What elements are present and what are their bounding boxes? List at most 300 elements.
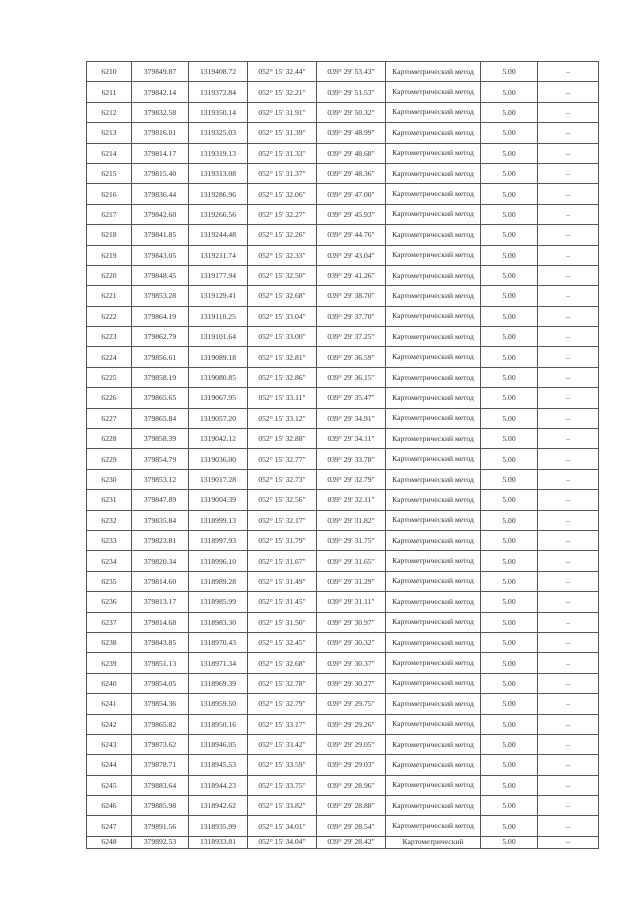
longitude-cell: 039° 29' 50.32" <box>317 102 386 122</box>
latitude-cell: 052° 15' 33.42" <box>248 734 317 754</box>
y-coordinate-cell: 1319325.03 <box>189 123 248 143</box>
point-number-cell: 6243 <box>87 734 132 754</box>
latitude-cell: 052° 15' 32.56" <box>248 490 317 510</box>
note-cell: – <box>538 347 599 367</box>
latitude-cell: 052° 15' 33.04" <box>248 306 317 326</box>
latitude-cell: 052° 15' 34.04" <box>248 836 317 848</box>
y-coordinate-cell: 1318959.50 <box>189 694 248 714</box>
note-cell: – <box>538 102 599 122</box>
latitude-cell: 052° 15' 32.17" <box>248 510 317 530</box>
latitude-cell: 052° 15' 32.78" <box>248 673 317 693</box>
method-cell: Картометрический метод <box>386 673 481 693</box>
x-coordinate-cell: 379841.85 <box>132 225 189 245</box>
x-coordinate-cell: 379854.79 <box>132 449 189 469</box>
x-coordinate-cell: 379836.44 <box>132 184 189 204</box>
y-coordinate-cell: 1318999.13 <box>189 510 248 530</box>
y-coordinate-cell: 1319266.56 <box>189 204 248 224</box>
latitude-cell: 052° 15' 32.45" <box>248 632 317 652</box>
y-coordinate-cell: 1319372.84 <box>189 82 248 102</box>
method-cell: Картометрический метод <box>386 592 481 612</box>
point-number-cell: 6224 <box>87 347 132 367</box>
longitude-cell: 039° 29' 28.42" <box>317 836 386 848</box>
table-row <box>87 429 599 449</box>
precision-cell: 5.00 <box>481 612 538 632</box>
note-cell: – <box>538 408 599 428</box>
latitude-cell: 052° 15' 33.59" <box>248 755 317 775</box>
longitude-cell: 039° 29' 28.88" <box>317 796 386 816</box>
point-number-cell: 6221 <box>87 286 132 306</box>
method-cell: Картометрический метод <box>386 347 481 367</box>
longitude-cell: 039° 29' 30.97" <box>317 612 386 632</box>
longitude-cell: 039° 29' 41.26" <box>317 265 386 285</box>
point-number-cell: 6227 <box>87 408 132 428</box>
latitude-cell: 052° 15' 32.26" <box>248 225 317 245</box>
point-number-cell: 6245 <box>87 775 132 795</box>
point-number-cell: 6211 <box>87 82 132 102</box>
longitude-cell: 039° 29' 48.68" <box>317 143 386 163</box>
x-coordinate-cell: 379854.05 <box>132 673 189 693</box>
table-row <box>87 551 599 571</box>
longitude-cell: 039° 29' 51.53" <box>317 82 386 102</box>
point-number-cell: 6210 <box>87 62 132 82</box>
method-cell: Картометрический метод <box>386 510 481 530</box>
note-cell: – <box>538 286 599 306</box>
longitude-cell: 039° 29' 33.78" <box>317 449 386 469</box>
precision-cell: 5.00 <box>481 714 538 734</box>
method-cell: Картометрический <box>386 836 481 848</box>
longitude-cell: 039° 29' 29.03" <box>317 755 386 775</box>
point-number-cell: 6223 <box>87 327 132 347</box>
point-number-cell: 6230 <box>87 469 132 489</box>
y-coordinate-cell: 1319017.28 <box>189 469 248 489</box>
x-coordinate-cell: 379885.98 <box>132 796 189 816</box>
latitude-cell: 052° 15' 32.50" <box>248 265 317 285</box>
table-body <box>87 62 599 849</box>
precision-cell: 5.00 <box>481 653 538 673</box>
x-coordinate-cell: 379865.84 <box>132 408 189 428</box>
note-cell: – <box>538 388 599 408</box>
point-number-cell: 6220 <box>87 265 132 285</box>
note-cell: – <box>538 510 599 530</box>
note-cell: – <box>538 612 599 632</box>
latitude-cell: 052° 15' 31.91" <box>248 102 317 122</box>
method-cell: Картометрический метод <box>386 551 481 571</box>
longitude-cell: 039° 29' 37.70" <box>317 306 386 326</box>
note-cell: – <box>538 632 599 652</box>
longitude-cell: 039° 29' 44.76" <box>317 225 386 245</box>
point-number-cell: 6234 <box>87 551 132 571</box>
note-cell: – <box>538 836 599 848</box>
table-row <box>87 714 599 734</box>
method-cell: Картометрический метод <box>386 204 481 224</box>
latitude-cell: 052° 15' 32.06" <box>248 184 317 204</box>
y-coordinate-cell: 1318933.81 <box>189 836 248 848</box>
method-cell: Картометрический метод <box>386 632 481 652</box>
latitude-cell: 052° 15' 32.79" <box>248 694 317 714</box>
table-row <box>87 796 599 816</box>
precision-cell: 5.00 <box>481 836 538 848</box>
x-coordinate-cell: 379891.56 <box>132 816 189 836</box>
method-cell: Картометрический метод <box>386 612 481 632</box>
y-coordinate-cell: 1319350.14 <box>189 102 248 122</box>
y-coordinate-cell: 1319101.64 <box>189 327 248 347</box>
x-coordinate-cell: 379858.39 <box>132 429 189 449</box>
point-number-cell: 6226 <box>87 388 132 408</box>
longitude-cell: 039° 29' 45.93" <box>317 204 386 224</box>
table-row <box>87 653 599 673</box>
table-row <box>87 612 599 632</box>
point-number-cell: 6228 <box>87 429 132 449</box>
method-cell: Картометрический метод <box>386 102 481 122</box>
point-number-cell: 6247 <box>87 816 132 836</box>
precision-cell: 5.00 <box>481 469 538 489</box>
table-row <box>87 82 599 102</box>
longitude-cell: 039° 29' 30.27" <box>317 673 386 693</box>
precision-cell: 5.00 <box>481 347 538 367</box>
latitude-cell: 052° 15' 31.37" <box>248 163 317 183</box>
y-coordinate-cell: 1319089.18 <box>189 347 248 367</box>
note-cell: – <box>538 429 599 449</box>
document-page <box>86 61 599 849</box>
note-cell: – <box>538 592 599 612</box>
table-row <box>87 734 599 754</box>
point-number-cell: 6233 <box>87 530 132 550</box>
precision-cell: 5.00 <box>481 388 538 408</box>
x-coordinate-cell: 379854.36 <box>132 694 189 714</box>
point-number-cell: 6216 <box>87 184 132 204</box>
note-cell: – <box>538 82 599 102</box>
precision-cell: 5.00 <box>481 673 538 693</box>
method-cell: Картометрический метод <box>386 714 481 734</box>
table-row <box>87 306 599 326</box>
x-coordinate-cell: 379858.19 <box>132 367 189 387</box>
y-coordinate-cell: 1319110.25 <box>189 306 248 326</box>
note-cell: – <box>538 469 599 489</box>
longitude-cell: 039° 29' 29.05" <box>317 734 386 754</box>
point-number-cell: 6218 <box>87 225 132 245</box>
table-row <box>87 388 599 408</box>
latitude-cell: 052° 15' 33.12" <box>248 408 317 428</box>
method-cell: Картометрический метод <box>386 449 481 469</box>
note-cell: – <box>538 265 599 285</box>
note-cell: – <box>538 123 599 143</box>
latitude-cell: 052° 15' 31.39" <box>248 123 317 143</box>
x-coordinate-cell: 379849.87 <box>132 62 189 82</box>
note-cell: – <box>538 755 599 775</box>
longitude-cell: 039° 29' 43.04" <box>317 245 386 265</box>
method-cell: Картометрический метод <box>386 490 481 510</box>
precision-cell: 5.00 <box>481 694 538 714</box>
table-row <box>87 245 599 265</box>
latitude-cell: 052° 15' 32.21" <box>248 82 317 102</box>
latitude-cell: 052° 15' 32.81" <box>248 347 317 367</box>
longitude-cell: 039° 29' 31.11" <box>317 592 386 612</box>
precision-cell: 5.00 <box>481 102 538 122</box>
method-cell: Картометрический метод <box>386 306 481 326</box>
x-coordinate-cell: 379814.68 <box>132 612 189 632</box>
method-cell: Картометрический метод <box>386 184 481 204</box>
precision-cell: 5.00 <box>481 632 538 652</box>
note-cell: – <box>538 694 599 714</box>
note-cell: – <box>538 734 599 754</box>
precision-cell: 5.00 <box>481 163 538 183</box>
method-cell: Картометрический метод <box>386 286 481 306</box>
y-coordinate-cell: 1318945.53 <box>189 755 248 775</box>
note-cell: – <box>538 490 599 510</box>
x-coordinate-cell: 379853.12 <box>132 469 189 489</box>
latitude-cell: 052° 15' 33.17" <box>248 714 317 734</box>
note-cell: – <box>538 530 599 550</box>
longitude-cell: 039° 29' 30.32" <box>317 632 386 652</box>
precision-cell: 5.00 <box>481 123 538 143</box>
y-coordinate-cell: 1319080.85 <box>189 367 248 387</box>
longitude-cell: 039° 29' 47.00" <box>317 184 386 204</box>
method-cell: Картометрический метод <box>386 653 481 673</box>
y-coordinate-cell: 1318989.28 <box>189 571 248 591</box>
x-coordinate-cell: 379815.40 <box>132 163 189 183</box>
method-cell: Картометрический метод <box>386 123 481 143</box>
method-cell: Картометрический метод <box>386 530 481 550</box>
precision-cell: 5.00 <box>481 143 538 163</box>
point-number-cell: 6248 <box>87 836 132 848</box>
latitude-cell: 052° 15' 32.68" <box>248 653 317 673</box>
precision-cell: 5.00 <box>481 245 538 265</box>
y-coordinate-cell: 1319057.20 <box>189 408 248 428</box>
note-cell: – <box>538 204 599 224</box>
point-number-cell: 6225 <box>87 367 132 387</box>
precision-cell: 5.00 <box>481 571 538 591</box>
latitude-cell: 052° 15' 33.00" <box>248 327 317 347</box>
table-row <box>87 530 599 550</box>
table-row <box>87 123 599 143</box>
point-number-cell: 6242 <box>87 714 132 734</box>
y-coordinate-cell: 1318996.10 <box>189 551 248 571</box>
latitude-cell: 052° 15' 32.77" <box>248 449 317 469</box>
method-cell: Картометрический метод <box>386 367 481 387</box>
x-coordinate-cell: 379820.34 <box>132 551 189 571</box>
note-cell: – <box>538 367 599 387</box>
method-cell: Картометрический метод <box>386 265 481 285</box>
note-cell: – <box>538 714 599 734</box>
latitude-cell: 052° 15' 32.27" <box>248 204 317 224</box>
note-cell: – <box>538 796 599 816</box>
longitude-cell: 039° 29' 48.99" <box>317 123 386 143</box>
y-coordinate-cell: 1319177.94 <box>189 265 248 285</box>
point-number-cell: 6213 <box>87 123 132 143</box>
y-coordinate-cell: 1319042.12 <box>189 429 248 449</box>
precision-cell: 5.00 <box>481 265 538 285</box>
precision-cell: 5.00 <box>481 592 538 612</box>
precision-cell: 5.00 <box>481 775 538 795</box>
precision-cell: 5.00 <box>481 408 538 428</box>
y-coordinate-cell: 1318985.99 <box>189 592 248 612</box>
longitude-cell: 039° 29' 32.11" <box>317 490 386 510</box>
coordinates-table <box>86 61 599 849</box>
longitude-cell: 039° 29' 28.54" <box>317 816 386 836</box>
x-coordinate-cell: 379883.64 <box>132 775 189 795</box>
longitude-cell: 039° 29' 37.25" <box>317 327 386 347</box>
note-cell: – <box>538 816 599 836</box>
note-cell: – <box>538 775 599 795</box>
longitude-cell: 039° 29' 34.91" <box>317 408 386 428</box>
y-coordinate-cell: 1318997.93 <box>189 530 248 550</box>
point-number-cell: 6246 <box>87 796 132 816</box>
latitude-cell: 052° 15' 33.11" <box>248 388 317 408</box>
table-row <box>87 327 599 347</box>
precision-cell: 5.00 <box>481 530 538 550</box>
longitude-cell: 039° 29' 32.79" <box>317 469 386 489</box>
method-cell: Картометрический метод <box>386 143 481 163</box>
point-number-cell: 6239 <box>87 653 132 673</box>
table-row <box>87 490 599 510</box>
point-number-cell: 6241 <box>87 694 132 714</box>
y-coordinate-cell: 1318942.62 <box>189 796 248 816</box>
note-cell: – <box>538 673 599 693</box>
point-number-cell: 6222 <box>87 306 132 326</box>
table-row <box>87 694 599 714</box>
longitude-cell: 039° 29' 36.59" <box>317 347 386 367</box>
longitude-cell: 039° 29' 31.82" <box>317 510 386 530</box>
table-row <box>87 286 599 306</box>
x-coordinate-cell: 379862.79 <box>132 327 189 347</box>
y-coordinate-cell: 1318935.99 <box>189 816 248 836</box>
method-cell: Картометрический метод <box>386 408 481 428</box>
point-number-cell: 6231 <box>87 490 132 510</box>
latitude-cell: 052° 15' 31.33" <box>248 143 317 163</box>
precision-cell: 5.00 <box>481 367 538 387</box>
method-cell: Картометрический метод <box>386 755 481 775</box>
method-cell: Картометрический метод <box>386 571 481 591</box>
point-number-cell: 6215 <box>87 163 132 183</box>
point-number-cell: 6214 <box>87 143 132 163</box>
latitude-cell: 052° 15' 31.67" <box>248 551 317 571</box>
table-row <box>87 836 599 848</box>
note-cell: – <box>538 163 599 183</box>
method-cell: Картометрический метод <box>386 225 481 245</box>
table-row <box>87 469 599 489</box>
method-cell: Картометрический метод <box>386 796 481 816</box>
longitude-cell: 039° 29' 31.65" <box>317 551 386 571</box>
precision-cell: 5.00 <box>481 551 538 571</box>
table-row <box>87 449 599 469</box>
latitude-cell: 052° 15' 31.79" <box>248 530 317 550</box>
note-cell: – <box>538 306 599 326</box>
y-coordinate-cell: 1319067.95 <box>189 388 248 408</box>
note-cell: – <box>538 551 599 571</box>
x-coordinate-cell: 379843.05 <box>132 245 189 265</box>
longitude-cell: 039° 29' 34.11" <box>317 429 386 449</box>
y-coordinate-cell: 1318944.23 <box>189 775 248 795</box>
precision-cell: 5.00 <box>481 429 538 449</box>
note-cell: – <box>538 571 599 591</box>
longitude-cell: 039° 29' 48.36" <box>317 163 386 183</box>
longitude-cell: 039° 29' 30.37" <box>317 653 386 673</box>
longitude-cell: 039° 29' 53.43" <box>317 62 386 82</box>
precision-cell: 5.00 <box>481 796 538 816</box>
y-coordinate-cell: 1318946.05 <box>189 734 248 754</box>
x-coordinate-cell: 379814.60 <box>132 571 189 591</box>
method-cell: Картометрический метод <box>386 163 481 183</box>
y-coordinate-cell: 1319244.48 <box>189 225 248 245</box>
longitude-cell: 039° 29' 35.47" <box>317 388 386 408</box>
point-number-cell: 6237 <box>87 612 132 632</box>
precision-cell: 5.00 <box>481 490 538 510</box>
x-coordinate-cell: 379814.17 <box>132 143 189 163</box>
x-coordinate-cell: 379843.85 <box>132 632 189 652</box>
method-cell: Картометрический метод <box>386 82 481 102</box>
precision-cell: 5.00 <box>481 204 538 224</box>
longitude-cell: 039° 29' 38.70" <box>317 286 386 306</box>
latitude-cell: 052° 15' 31.49" <box>248 571 317 591</box>
x-coordinate-cell: 379892.53 <box>132 836 189 848</box>
point-number-cell: 6232 <box>87 510 132 530</box>
method-cell: Картометрический метод <box>386 816 481 836</box>
y-coordinate-cell: 1318983.30 <box>189 612 248 632</box>
x-coordinate-cell: 379835.84 <box>132 510 189 530</box>
x-coordinate-cell: 379851.13 <box>132 653 189 673</box>
latitude-cell: 052° 15' 34.01" <box>248 816 317 836</box>
x-coordinate-cell: 379842.14 <box>132 82 189 102</box>
latitude-cell: 052° 15' 32.88" <box>248 429 317 449</box>
x-coordinate-cell: 379823.81 <box>132 530 189 550</box>
table-row <box>87 143 599 163</box>
method-cell: Картометрический метод <box>386 245 481 265</box>
y-coordinate-cell: 1319004.39 <box>189 490 248 510</box>
latitude-cell: 052° 15' 32.33" <box>248 245 317 265</box>
precision-cell: 5.00 <box>481 62 538 82</box>
precision-cell: 5.00 <box>481 510 538 530</box>
precision-cell: 5.00 <box>481 286 538 306</box>
x-coordinate-cell: 379865.65 <box>132 388 189 408</box>
latitude-cell: 052° 15' 31.45" <box>248 592 317 612</box>
latitude-cell: 052° 15' 32.44" <box>248 62 317 82</box>
table-row <box>87 184 599 204</box>
point-number-cell: 6229 <box>87 449 132 469</box>
latitude-cell: 052° 15' 32.86" <box>248 367 317 387</box>
x-coordinate-cell: 379853.28 <box>132 286 189 306</box>
method-cell: Картометрический метод <box>386 327 481 347</box>
table-row <box>87 673 599 693</box>
table-row <box>87 408 599 428</box>
point-number-cell: 6238 <box>87 632 132 652</box>
table-row <box>87 347 599 367</box>
table-row <box>87 755 599 775</box>
table-row <box>87 632 599 652</box>
precision-cell: 5.00 <box>481 82 538 102</box>
x-coordinate-cell: 379832.58 <box>132 102 189 122</box>
precision-cell: 5.00 <box>481 734 538 754</box>
x-coordinate-cell: 379865.82 <box>132 714 189 734</box>
precision-cell: 5.00 <box>481 327 538 347</box>
x-coordinate-cell: 379873.62 <box>132 734 189 754</box>
longitude-cell: 039° 29' 29.26" <box>317 714 386 734</box>
point-number-cell: 6240 <box>87 673 132 693</box>
table-row <box>87 367 599 387</box>
table-row <box>87 102 599 122</box>
y-coordinate-cell: 1319129.41 <box>189 286 248 306</box>
y-coordinate-cell: 1318950.16 <box>189 714 248 734</box>
x-coordinate-cell: 379878.71 <box>132 755 189 775</box>
method-cell: Картометрический метод <box>386 62 481 82</box>
precision-cell: 5.00 <box>481 449 538 469</box>
note-cell: – <box>538 327 599 347</box>
point-number-cell: 6217 <box>87 204 132 224</box>
latitude-cell: 052° 15' 33.75" <box>248 775 317 795</box>
table-row <box>87 592 599 612</box>
note-cell: – <box>538 653 599 673</box>
x-coordinate-cell: 379813.17 <box>132 592 189 612</box>
table-row <box>87 510 599 530</box>
